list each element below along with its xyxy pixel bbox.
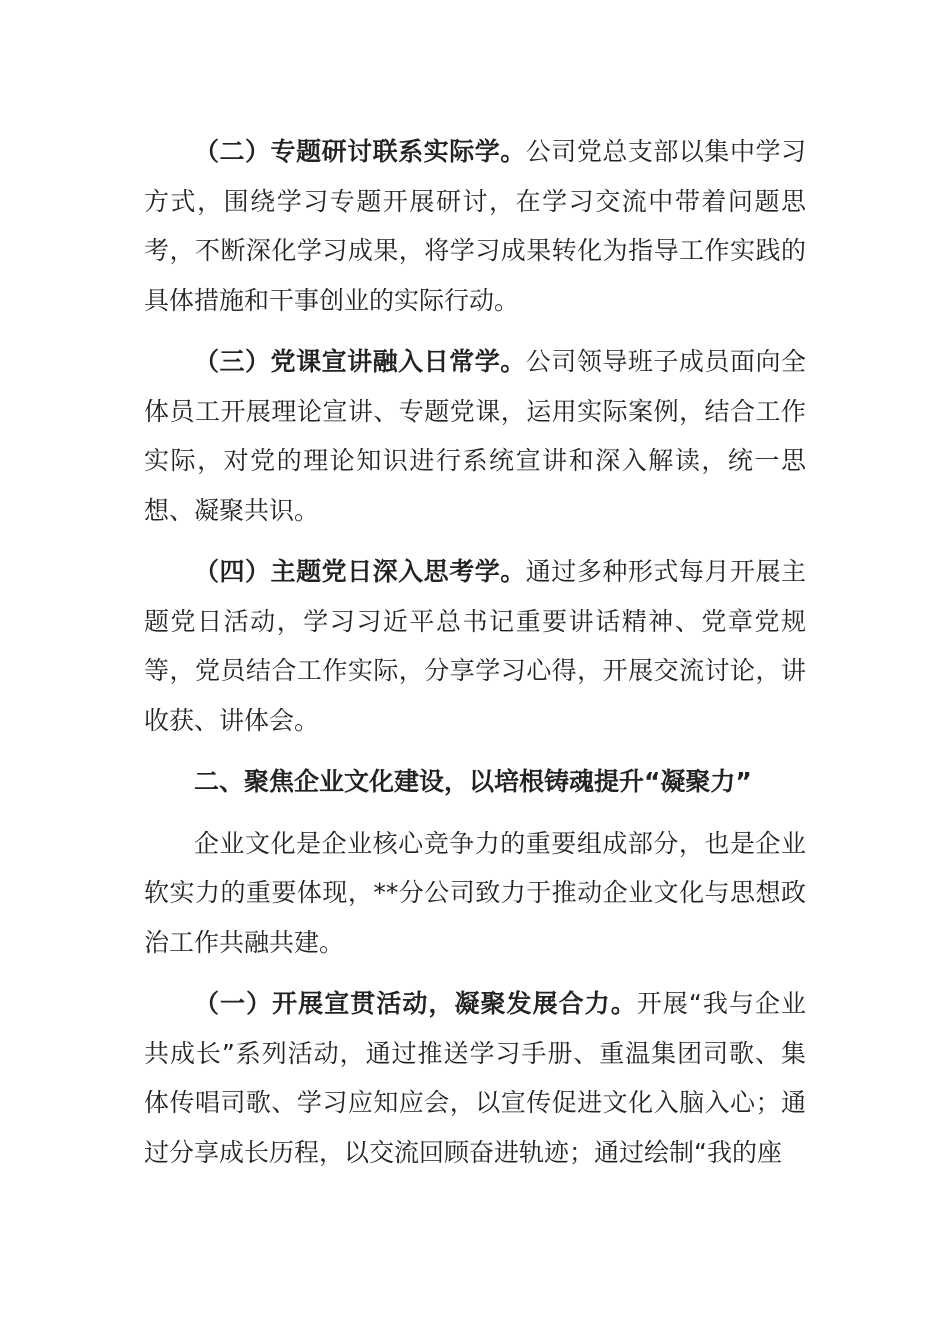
paragraph-topic-seminar [144, 127, 806, 325]
paragraph-text: 公司领导班子成员面向全体员工开展理论宣讲、专题党课，运用实际案例，结合工作实际，对党的理论知识进行系统宣讲和深入解读，统一思想、凝聚共识。 [144, 347, 806, 525]
document-body [144, 127, 806, 1177]
paragraph-text: 公司党总支部以集中学习方式，围绕学习专题开展研讨，在学习交流中带着问题思考，不断深化学习成果，将学习成果转化为指导工作实践的具体措施和干事创业的实际行动。 [144, 137, 806, 315]
paragraph-party-lecture [144, 337, 806, 535]
paragraph-lead: （三）党课宣讲融入日常学。 [194, 347, 526, 376]
paragraph-publicity-activity [144, 979, 806, 1177]
paragraph-text: 企业文化是企业核心竞争力的重要组成部分，也是企业软实力的重要体现，**分公司致力于推动企业文化与思想政治工作共融共建。 [144, 828, 806, 957]
paragraph-party-day [144, 547, 806, 745]
paragraph-text: 通过多种形式每月开展主题党日活动，学习习近平总书记重要讲话精神、党章党规等，党员结合工作实际，分享学习心得，开展交流讨论，讲收获、讲体会。 [144, 557, 806, 735]
paragraph-corporate-culture [144, 819, 806, 968]
paragraph-lead: （四）主题党日深入思考学。 [194, 557, 526, 586]
paragraph-lead: （二）专题研讨联系实际学。 [194, 137, 526, 166]
paragraph-text: 开展“我与企业共成长”系列活动，通过推送学习手册、重温集团司歌、集体传唱司歌、学习应知应会，以宣传促进文化入脑入心；通过分享成长历程，以交流回顾奋进轨迹；通过绘制“我的座 [144, 989, 806, 1167]
paragraph-lead: （一）开展宣贯活动，凝聚发展合力。 [194, 989, 637, 1018]
section-heading: 二、聚焦企业文化建设，以培根铸魂提升“凝聚力” [194, 767, 752, 796]
